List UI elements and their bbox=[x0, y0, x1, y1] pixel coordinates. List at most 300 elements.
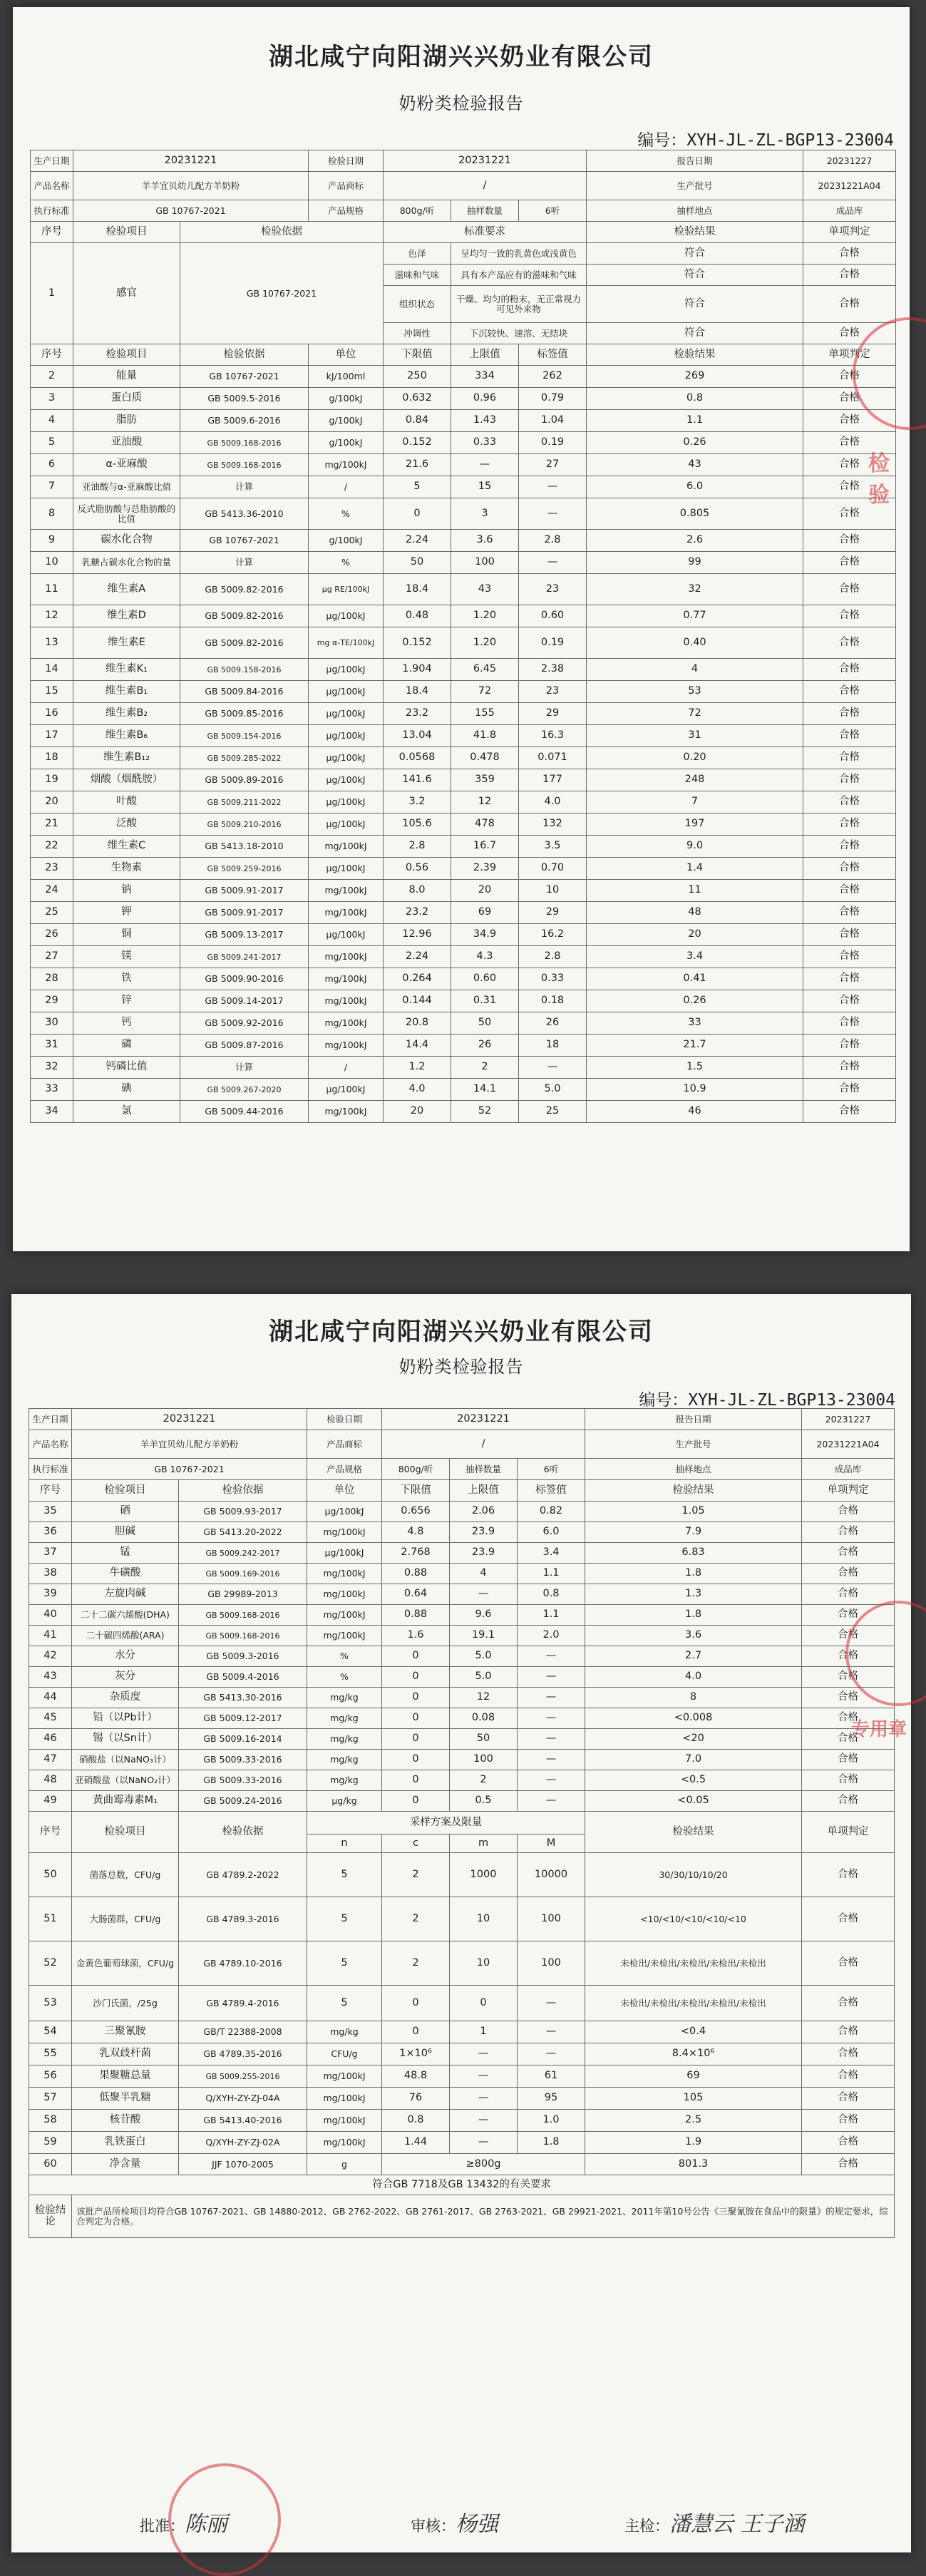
test-basis: GB 5009.14-2017 bbox=[180, 990, 309, 1012]
unit: mg/100kJ bbox=[309, 1035, 384, 1057]
column-header: 检验项目 bbox=[73, 222, 180, 243]
row-number: 24 bbox=[31, 880, 73, 902]
item-name: 水分 bbox=[72, 1646, 179, 1667]
column-header: 标签值 bbox=[518, 1480, 585, 1502]
lower-limit: 105.6 bbox=[384, 814, 451, 836]
test-basis: GB 5009.210-2016 bbox=[180, 814, 309, 836]
table-row bbox=[31, 1101, 896, 1123]
lower-limit: 0 bbox=[382, 1791, 450, 1812]
item-name: 亚硝酸盐（以NaNO₂计） bbox=[72, 1770, 179, 1791]
upper-limit: 2 bbox=[450, 1770, 518, 1791]
row-number: 11 bbox=[31, 574, 73, 605]
test-result: 20 bbox=[587, 924, 803, 946]
item-name: 维生素D bbox=[73, 605, 180, 627]
test-basis: GB 5009.82-2016 bbox=[180, 605, 309, 627]
limit-m: 0 bbox=[450, 1986, 518, 2021]
header-row-dates bbox=[29, 1409, 895, 1430]
micro-row bbox=[29, 1853, 895, 1897]
header-value: 成品库 bbox=[803, 200, 896, 222]
unit: / bbox=[309, 1057, 384, 1079]
header-label: 产品名称 bbox=[31, 172, 73, 200]
test-result: 801.3 bbox=[585, 2154, 802, 2175]
table-row bbox=[31, 902, 896, 924]
verdict: 合格 bbox=[802, 1502, 895, 1522]
table-row bbox=[31, 725, 896, 747]
column-header: 采样方案及限量 bbox=[307, 1812, 585, 1834]
unit: mg/100kJ bbox=[307, 1605, 382, 1626]
test-basis: GB 5009.168-2016 bbox=[180, 432, 309, 454]
unit: g bbox=[307, 2154, 382, 2175]
test-basis: 计算 bbox=[180, 476, 309, 498]
row-number: 37 bbox=[29, 1543, 72, 1564]
upper-limit: 12 bbox=[451, 791, 519, 814]
row-number: 31 bbox=[31, 1035, 73, 1057]
column-header: 单位 bbox=[307, 1480, 382, 1502]
row-number: 13 bbox=[31, 627, 73, 659]
lower-limit: 0 bbox=[382, 1688, 450, 1708]
test-result: 符合 bbox=[587, 243, 803, 265]
column-header: 序号 bbox=[31, 344, 73, 366]
lower-limit: 0.8 bbox=[382, 2110, 450, 2132]
item-name: 锌 bbox=[73, 990, 180, 1012]
verdict: 合格 bbox=[803, 243, 896, 265]
verdict: 合格 bbox=[802, 1688, 895, 1708]
unit: mg/100kJ bbox=[309, 454, 384, 476]
table-row bbox=[31, 747, 896, 769]
upper-limit: 14.1 bbox=[451, 1079, 519, 1101]
label-value: — bbox=[518, 1667, 585, 1688]
row-number: 44 bbox=[29, 1688, 72, 1708]
upper-limit: 3 bbox=[451, 498, 519, 530]
header-label: 生产日期 bbox=[29, 1409, 72, 1430]
test-basis: GB 5009.82-2016 bbox=[180, 574, 309, 605]
verdict: 合格 bbox=[803, 476, 896, 498]
item-name: 烟酸（烟酰胺） bbox=[73, 769, 180, 791]
test-result: 1.4 bbox=[587, 858, 803, 880]
header-label: 报告日期 bbox=[585, 1409, 802, 1430]
table-row bbox=[31, 681, 896, 703]
sensory-requirement: 具有本产品应有的滋味和气味 bbox=[451, 265, 587, 286]
lower-limit: 0.48 bbox=[384, 605, 451, 627]
upper-limit: — bbox=[450, 2132, 518, 2154]
upper-limit: 3.6 bbox=[451, 530, 519, 552]
test-result: 48 bbox=[587, 902, 803, 924]
column-header: 序号 bbox=[29, 1812, 72, 1853]
label-value: — bbox=[518, 2043, 585, 2066]
sample-c: 2 bbox=[382, 1941, 450, 1986]
limit-M: 100 bbox=[518, 1897, 585, 1941]
test-basis: GB 4789.35-2016 bbox=[179, 2043, 307, 2066]
sample-n: 5 bbox=[307, 1897, 382, 1941]
item-name: 脂肪 bbox=[73, 410, 180, 432]
row-number: 49 bbox=[29, 1791, 72, 1812]
table-row bbox=[29, 2110, 895, 2132]
label-value: 132 bbox=[519, 814, 587, 836]
label-value: 23 bbox=[519, 681, 587, 703]
label-value: 29 bbox=[519, 703, 587, 725]
upper-limit: 5.0 bbox=[450, 1667, 518, 1688]
lower-limit: 3.2 bbox=[384, 791, 451, 814]
verdict: 合格 bbox=[802, 1750, 895, 1770]
item-name: 二十二碳六烯酸(DHA) bbox=[72, 1605, 179, 1626]
unit: μg/100kJ bbox=[309, 814, 384, 836]
unit: μg/100kJ bbox=[309, 681, 384, 703]
note-row bbox=[29, 2175, 895, 2195]
test-result: <0.4 bbox=[585, 2021, 802, 2043]
row-number: 28 bbox=[31, 968, 73, 990]
unit: mg/100kJ bbox=[307, 1584, 382, 1605]
verdict: 合格 bbox=[803, 366, 896, 388]
test-result: 10.9 bbox=[587, 1079, 803, 1101]
test-basis: GB 29989-2013 bbox=[179, 1584, 307, 1605]
table-row bbox=[31, 1035, 896, 1057]
verdict: 合格 bbox=[802, 1986, 895, 2021]
unit: % bbox=[309, 498, 384, 530]
upper-limit: 4 bbox=[450, 1564, 518, 1584]
test-result: 未检出/未检出/未检出/未检出/未检出 bbox=[585, 1986, 802, 2021]
table-row bbox=[31, 1012, 896, 1035]
upper-limit: 1 bbox=[450, 2021, 518, 2043]
test-basis: GB 4789.4-2016 bbox=[179, 1986, 307, 2021]
verdict: 合格 bbox=[802, 2154, 895, 2175]
table-row bbox=[29, 2066, 895, 2088]
header-label: 报告日期 bbox=[587, 150, 803, 172]
lower-limit: 141.6 bbox=[384, 769, 451, 791]
row-number: 9 bbox=[31, 530, 73, 552]
test-result: 0.26 bbox=[587, 432, 803, 454]
micro-row bbox=[29, 1897, 895, 1941]
header-label: 产品名称 bbox=[29, 1430, 72, 1459]
micro-row bbox=[29, 1941, 895, 1986]
test-basis: GB 5009.259-2016 bbox=[180, 858, 309, 880]
test-result: 105 bbox=[585, 2088, 802, 2110]
label-value: 4.0 bbox=[519, 791, 587, 814]
test-result: 未检出/未检出/未检出/未检出/未检出 bbox=[585, 1941, 802, 1986]
header-label: 检验日期 bbox=[309, 150, 384, 172]
test-basis: 计算 bbox=[180, 552, 309, 574]
upper-limit: — bbox=[451, 454, 519, 476]
test-result: 7.0 bbox=[585, 1750, 802, 1770]
item-name: 钠 bbox=[73, 880, 180, 902]
header-value: 20231221A04 bbox=[803, 172, 896, 200]
upper-limit: 1.20 bbox=[451, 605, 519, 627]
conclusion-row bbox=[29, 2195, 895, 2238]
test-basis: GB 10767-2021 bbox=[180, 530, 309, 552]
item-name: 维生素A bbox=[73, 574, 180, 605]
upper-limit: 0.5 bbox=[450, 1791, 518, 1812]
row-number: 5 bbox=[31, 432, 73, 454]
table-row bbox=[31, 476, 896, 498]
unit: g/100kJ bbox=[309, 530, 384, 552]
row-number: 1 bbox=[31, 243, 73, 344]
item-name: 生物素 bbox=[73, 858, 180, 880]
test-result: 8.4×10⁶ bbox=[585, 2043, 802, 2066]
test-result: 53 bbox=[587, 681, 803, 703]
verdict: 合格 bbox=[803, 924, 896, 946]
item-name: 金黄色葡萄球菌，CFU/g bbox=[72, 1941, 179, 1986]
test-basis: GB 5009.91-2017 bbox=[180, 902, 309, 924]
item-name: 感官 bbox=[73, 243, 180, 344]
row-number: 60 bbox=[29, 2154, 72, 2175]
table-row bbox=[31, 1057, 896, 1079]
company-seal bbox=[168, 2463, 281, 2576]
table-row bbox=[31, 574, 896, 605]
lower-limit: 12.96 bbox=[384, 924, 451, 946]
verdict: 合格 bbox=[803, 323, 896, 344]
item-name: 硒 bbox=[72, 1502, 179, 1522]
unit: mg/100kJ bbox=[309, 902, 384, 924]
label-value: 0.071 bbox=[519, 747, 587, 769]
item-name: 锰 bbox=[72, 1543, 179, 1564]
approver-signature: 陈丽 bbox=[185, 2512, 227, 2537]
row-number: 22 bbox=[31, 836, 73, 858]
item-name: 维生素B₁₂ bbox=[73, 747, 180, 769]
test-basis: GB 5413.36-2010 bbox=[180, 498, 309, 530]
header-value: GB 10767-2021 bbox=[72, 1459, 307, 1480]
lower-limit: 23.2 bbox=[384, 703, 451, 725]
column-header: 检验项目 bbox=[72, 1480, 179, 1502]
item-name: 核苷酸 bbox=[72, 2110, 179, 2132]
unit: μg/100kJ bbox=[309, 605, 384, 627]
table-row bbox=[29, 2021, 895, 2043]
report-subtitle: 奶粉类检验报告 bbox=[398, 1357, 524, 1377]
upper-limit: 16.7 bbox=[451, 836, 519, 858]
verdict: 合格 bbox=[803, 627, 896, 659]
table-row bbox=[31, 530, 896, 552]
report-page-2 bbox=[11, 1294, 911, 2552]
item-name: 反式脂肪酸与总脂肪酸的比值 bbox=[73, 498, 180, 530]
item-name: 果聚糖总量 bbox=[72, 2066, 179, 2088]
test-basis: GB 5009.267-2020 bbox=[180, 1079, 309, 1101]
table-row bbox=[31, 880, 896, 902]
verdict: 合格 bbox=[802, 2021, 895, 2043]
label-value: 3.5 bbox=[519, 836, 587, 858]
verdict: 合格 bbox=[803, 574, 896, 605]
item-name: 沙门氏菌，/25g bbox=[72, 1986, 179, 2021]
test-basis: GB 4789.10-2016 bbox=[179, 1941, 307, 1986]
label-value: 262 bbox=[519, 366, 587, 388]
column-header: 标准要求 bbox=[384, 222, 587, 243]
row-number: 40 bbox=[29, 1605, 72, 1626]
test-result: 6.83 bbox=[585, 1543, 802, 1564]
lower-limit: 13.04 bbox=[384, 725, 451, 747]
test-result: 269 bbox=[587, 366, 803, 388]
table-row bbox=[29, 1564, 895, 1584]
row-number: 57 bbox=[29, 2088, 72, 2110]
verdict: 合格 bbox=[803, 814, 896, 836]
upper-limit: 1.43 bbox=[451, 410, 519, 432]
label-value: — bbox=[519, 498, 587, 530]
test-basis: Q/XYH-ZY-ZJ-04A bbox=[179, 2088, 307, 2110]
test-result: 0.77 bbox=[587, 605, 803, 627]
row-number: 23 bbox=[31, 858, 73, 880]
tester-signature: 潘慧云 王子涵 bbox=[669, 2512, 805, 2537]
item-name: 低聚半乳糖 bbox=[72, 2088, 179, 2110]
row-number: 17 bbox=[31, 725, 73, 747]
label-value: — bbox=[518, 1646, 585, 1667]
label-value: 27 bbox=[519, 454, 587, 476]
header-label: 抽样数量 bbox=[450, 1459, 518, 1480]
column-header: 检验结果 bbox=[587, 344, 803, 366]
test-basis: GB 5009.85-2016 bbox=[180, 703, 309, 725]
label-value: 0.19 bbox=[519, 627, 587, 659]
table-row bbox=[31, 432, 896, 454]
test-basis: GB 5009.211-2022 bbox=[180, 791, 309, 814]
sensory-requirement: 下沉较快、速溶、无结块 bbox=[451, 323, 587, 344]
verdict: 合格 bbox=[803, 286, 896, 323]
sensory-attribute: 冲调性 bbox=[384, 323, 451, 344]
item-name: 灰分 bbox=[72, 1667, 179, 1688]
upper-limit: 6.45 bbox=[451, 659, 519, 681]
lower-limit: 0.0568 bbox=[384, 747, 451, 769]
upper-limit: 34.9 bbox=[451, 924, 519, 946]
verdict: 合格 bbox=[803, 432, 896, 454]
unit: mg/kg bbox=[307, 1688, 382, 1708]
limit-M: — bbox=[518, 1986, 585, 2021]
label-value: 0.82 bbox=[518, 1502, 585, 1522]
item-name: α-亚麻酸 bbox=[73, 454, 180, 476]
verdict: 合格 bbox=[803, 946, 896, 968]
label-value: 29 bbox=[519, 902, 587, 924]
test-basis: GB 5009.24-2016 bbox=[179, 1791, 307, 1812]
table-row bbox=[29, 1522, 895, 1543]
verdict: 合格 bbox=[802, 1708, 895, 1729]
unit: mg α-TE/100kJ bbox=[309, 627, 384, 659]
unit: μg/100kJ bbox=[309, 1079, 384, 1101]
header-label: 执行标准 bbox=[29, 1459, 72, 1480]
label-value: 95 bbox=[518, 2088, 585, 2110]
upper-limit: 19.1 bbox=[450, 1626, 518, 1646]
test-basis: GB 5009.16-2014 bbox=[179, 1729, 307, 1750]
test-basis: GB 5009.92-2016 bbox=[180, 1012, 309, 1035]
header-row-dates bbox=[31, 150, 896, 172]
upper-limit: 0.478 bbox=[451, 747, 519, 769]
unit: mg/100kJ bbox=[307, 2110, 382, 2132]
report-subtitle: 奶粉类检验报告 bbox=[398, 93, 524, 113]
test-result: 0.41 bbox=[587, 968, 803, 990]
upper-limit: — bbox=[450, 2110, 518, 2132]
label-value: 1.8 bbox=[518, 2132, 585, 2154]
item-name: 亚油酸 bbox=[73, 432, 180, 454]
item-name: 二十碳四烯酸(ARA) bbox=[72, 1626, 179, 1646]
table-row bbox=[29, 1729, 895, 1750]
header-value: 20231221 bbox=[73, 150, 309, 172]
test-basis: GB 5009.242-2017 bbox=[179, 1543, 307, 1564]
header-value: GB 10767-2021 bbox=[73, 200, 309, 222]
verdict: 合格 bbox=[803, 265, 896, 286]
test-result: 1.05 bbox=[585, 1502, 802, 1522]
label-value: 1.1 bbox=[518, 1564, 585, 1584]
item-name: 三聚氰胺 bbox=[72, 2021, 179, 2043]
column-header: 单项判定 bbox=[802, 1812, 895, 1853]
lower-limit: 20.8 bbox=[384, 1012, 451, 1035]
header-label: 产品商标 bbox=[309, 172, 384, 200]
column-header: 检验结果 bbox=[585, 1812, 802, 1853]
verdict: 合格 bbox=[802, 1543, 895, 1564]
header-label: 生产日期 bbox=[31, 150, 73, 172]
row-number: 51 bbox=[29, 1897, 72, 1941]
header-value: 20231221 bbox=[382, 1409, 585, 1430]
unit: μg/100kJ bbox=[309, 924, 384, 946]
lower-limit: 14.4 bbox=[384, 1035, 451, 1057]
upper-limit: 478 bbox=[451, 814, 519, 836]
table-row bbox=[29, 2132, 895, 2154]
verdict: 合格 bbox=[803, 880, 896, 902]
test-basis: GB 5009.91-2017 bbox=[180, 880, 309, 902]
unit: μg/100kJ bbox=[309, 703, 384, 725]
lower-limit: 18.4 bbox=[384, 681, 451, 703]
row-number: 53 bbox=[29, 1986, 72, 2021]
item-name: 胆碱 bbox=[72, 1522, 179, 1543]
row-number: 46 bbox=[29, 1729, 72, 1750]
item-name: 净含量 bbox=[72, 2154, 179, 2175]
table-row bbox=[29, 1543, 895, 1564]
test-basis: GB 5009.33-2016 bbox=[179, 1770, 307, 1791]
verdict: 合格 bbox=[803, 454, 896, 476]
column-header: 标签值 bbox=[519, 344, 587, 366]
verdict: 合格 bbox=[803, 703, 896, 725]
test-basis: GB 5009.84-2016 bbox=[180, 681, 309, 703]
item-name: 维生素B₁ bbox=[73, 681, 180, 703]
test-result: 4.0 bbox=[585, 1667, 802, 1688]
column-header: 检验结果 bbox=[585, 1480, 802, 1502]
test-result: 0.26 bbox=[587, 990, 803, 1012]
test-basis: GB 5009.93-2017 bbox=[179, 1502, 307, 1522]
verdict: 合格 bbox=[803, 747, 896, 769]
test-result: 0.805 bbox=[587, 498, 803, 530]
row-number: 58 bbox=[29, 2110, 72, 2132]
item-name: 杂质度 bbox=[72, 1688, 179, 1708]
table-row bbox=[29, 1646, 895, 1667]
lower-limit: 0.152 bbox=[384, 627, 451, 659]
label-value: 0.79 bbox=[519, 388, 587, 410]
test-result: 1.3 bbox=[585, 1584, 802, 1605]
column-header: 单项判定 bbox=[803, 344, 896, 366]
row-number: 48 bbox=[29, 1770, 72, 1791]
lower-limit: 0.88 bbox=[382, 1605, 450, 1626]
test-result: 3.4 bbox=[587, 946, 803, 968]
label-value: — bbox=[518, 1688, 585, 1708]
header-label: 抽样地点 bbox=[585, 1459, 802, 1480]
unit: mg/100kJ bbox=[309, 968, 384, 990]
row-number: 21 bbox=[31, 814, 73, 836]
lower-limit: 50 bbox=[384, 552, 451, 574]
sensory-requirement: 呈均匀一致的乳黄色或浅黄色 bbox=[451, 243, 587, 265]
table-row bbox=[31, 946, 896, 968]
inspection-table bbox=[29, 1408, 895, 2238]
lower-limit: 4.0 bbox=[384, 1079, 451, 1101]
header-label: 检验日期 bbox=[307, 1409, 382, 1430]
tester: 主检：潘慧云 王子涵 bbox=[624, 2512, 805, 2537]
lower-limit: 20 bbox=[384, 1101, 451, 1123]
document-number: 编号：XYH-JL-ZL-BGP13-23004 bbox=[639, 1391, 895, 1410]
verdict: 合格 bbox=[803, 1079, 896, 1101]
test-result: 32 bbox=[587, 574, 803, 605]
test-result: 72 bbox=[587, 703, 803, 725]
header-row-standard bbox=[29, 1459, 895, 1480]
table-row bbox=[31, 659, 896, 681]
item-name: 钙 bbox=[73, 1012, 180, 1035]
row-number: 7 bbox=[31, 476, 73, 498]
row-number: 47 bbox=[29, 1750, 72, 1770]
test-basis: Q/XYH-ZY-ZJ-02A bbox=[179, 2132, 307, 2154]
micro-header-row bbox=[29, 1812, 895, 1834]
row-number: 26 bbox=[31, 924, 73, 946]
upper-limit: 1.20 bbox=[451, 627, 519, 659]
lower-limit: 23.2 bbox=[384, 902, 451, 924]
label-value: 23 bbox=[519, 574, 587, 605]
unit: mg/100kJ bbox=[309, 880, 384, 902]
